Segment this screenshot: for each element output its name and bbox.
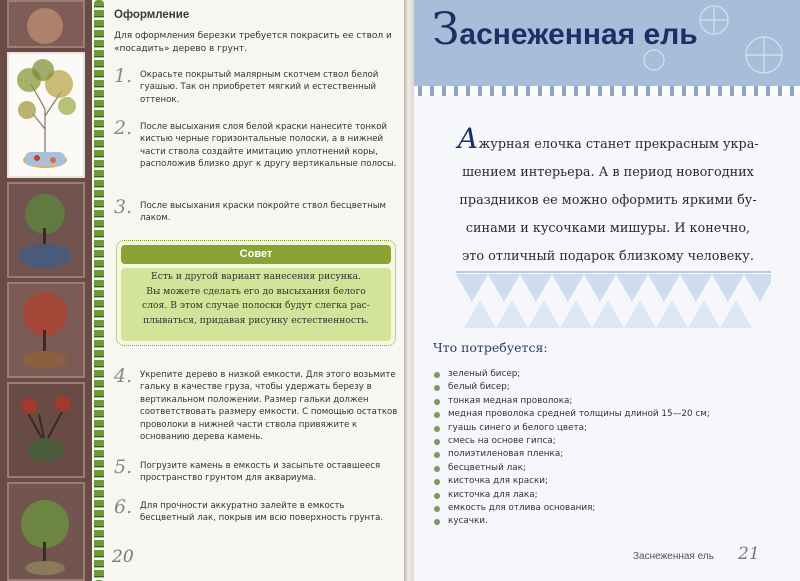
page-number: 21 [738, 544, 760, 564]
tip-body [121, 268, 391, 341]
tip-line: плываться, придавая рисунку естественность. [142, 314, 370, 326]
material-text: гуашь синего и белого цвета; [448, 422, 587, 433]
material-text: емкость для отлива основания; [448, 502, 596, 513]
bullet-icon [434, 466, 440, 472]
step-text: После высыхания слоя белой краски нанесите тонкой кистью черные горизонтальные полоски, а в нижней части ствола создайте имитацию уплотнений коры, расположив близко друг к другу вертикальные полосы. [140, 122, 397, 170]
list-item [430, 489, 710, 502]
step-number: 1. [114, 65, 133, 87]
tree-photo [7, 482, 85, 581]
bullet-icon [434, 452, 440, 458]
material-text: кисточка для краски; [448, 476, 548, 487]
bullet-icon [434, 412, 440, 418]
material-text: кисточка для лака; [448, 489, 538, 500]
list-item [430, 435, 710, 448]
dotted-divider [414, 86, 800, 96]
material-text: смесь на основе гипса; [448, 435, 556, 446]
step-text: Погрузите камень в емкость и засыпьте оставшееся пространство грунтом для аквариума. [140, 461, 381, 484]
section-heading: Оформление [114, 9, 190, 21]
bullet-icon [434, 479, 440, 485]
step-number: 6. [114, 496, 133, 518]
tip-line: слоя. В этом случае полоски будут слегка рас- [142, 300, 370, 311]
list-item [430, 368, 710, 381]
book-gutter [404, 0, 414, 581]
page-title [432, 4, 698, 55]
lead-line: шением интерьера. А в период новогодних [462, 165, 754, 180]
tip-title: Совет [121, 245, 391, 264]
material-text: зеленый бисер; [448, 369, 521, 379]
step-number: 5. [114, 456, 133, 478]
photo-strip [0, 0, 92, 581]
list-item [430, 408, 710, 421]
birch-tree-photo [7, 52, 85, 178]
step-number: 2. [114, 117, 133, 139]
lead-line-text: журная елочка станет прекрасным укра- [478, 137, 759, 152]
material-text: кусачки. [448, 516, 488, 527]
material-text: белый бисер; [448, 382, 510, 393]
material-text: тонкая медная проволока; [448, 395, 573, 406]
list-item [430, 515, 710, 528]
materials-title: Что потребуется: [433, 340, 548, 355]
list-item [430, 448, 710, 461]
title-banner [414, 0, 800, 86]
bullet-icon [434, 385, 440, 391]
lace-ornament [456, 268, 771, 330]
tree-photo [7, 182, 85, 278]
list-item [430, 395, 710, 408]
running-footer: Заснеженная ель [633, 551, 714, 562]
tip-box [116, 240, 396, 346]
tree-photo [7, 382, 85, 478]
lead-line: праздников ее можно оформить яркими бу- [459, 193, 757, 208]
step-text: Окрасьте покрытый малярным скотчем ствол белой гуашью. Так он приобретет мягкий и естественный оттенок. [140, 70, 379, 105]
tip-line: Вы можете сделать его до высыхания белого [146, 285, 366, 297]
title-initial: З [432, 4, 460, 55]
bullet-icon [434, 399, 440, 405]
bullet-icon [434, 372, 440, 378]
page-number: 20 [112, 547, 134, 567]
list-item [430, 475, 710, 488]
tree-photo [7, 282, 85, 378]
step-number: 4. [114, 365, 133, 387]
bullet-icon [434, 493, 440, 499]
tree-photo [7, 0, 85, 48]
bullet-icon [434, 519, 440, 525]
step-text: Для прочности аккуратно залейте в емкость бесцветный лак, покрыв им всю поверхность грунта. [140, 501, 384, 524]
material-text: полиэтиленовая пленка; [448, 449, 564, 460]
step-number: 3. [114, 196, 133, 218]
list-item [430, 381, 710, 394]
bullet-icon [434, 426, 440, 432]
lead-line: это отличный подарок близкому человеку. [462, 249, 754, 264]
list-item [430, 502, 710, 515]
right-page [414, 0, 800, 581]
bead-border [94, 0, 104, 581]
lead-line [432, 122, 784, 159]
list-item [430, 462, 710, 475]
bullet-icon [434, 439, 440, 445]
materials-list [430, 368, 710, 529]
tip-line: Есть и другой вариант нанесения рисунка. [150, 271, 362, 282]
list-item [430, 422, 710, 435]
step-text: После высыхания краски покройте ствол бесцветным лаком. [140, 201, 386, 224]
lead-paragraph [432, 122, 784, 271]
step-text: Укрепите дерево в низкой емкости. Для этого возьмите гальку в качестве груза, чтобы удержать березу в вертикальном положении. Размер гальки должен соответствовать размеру емкости. С помощью остатков проволоки в нижней части ствола привяжите к основанию дерева камень. [140, 370, 398, 443]
bullet-icon [434, 506, 440, 512]
title-rest: аснеженная ель [459, 18, 698, 51]
material-text: бесцветный лак; [448, 462, 526, 473]
drop-cap: А [457, 122, 479, 155]
material-text: медная проволока средней толщины длиной 15—20 см; [448, 409, 710, 420]
lead-line: синами и кусочками мишуры. И конечно, [465, 221, 751, 236]
intro-text: Для оформления березки требуется покрасить ее ствол и «посадить» дерево в грунт. [114, 31, 392, 54]
